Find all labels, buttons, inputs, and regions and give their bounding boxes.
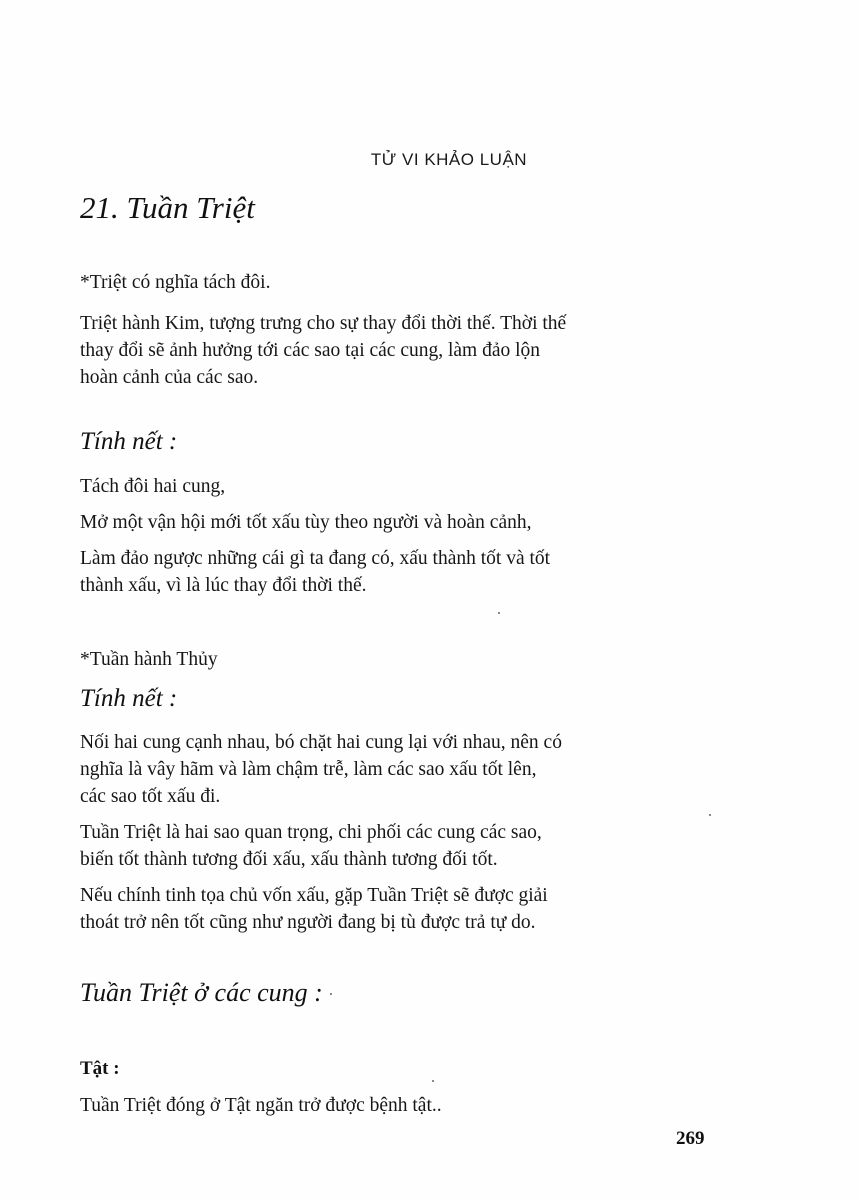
chapter-title: 21. Tuần Triệt <box>80 190 255 225</box>
text-line: Mở một vận hội mới tốt xấu tùy theo người và hoàn cảnh, <box>80 512 532 533</box>
tuan-intro: *Tuần hành Thủy <box>80 649 218 670</box>
triet-intro: *Triệt có nghĩa tách đôi. <box>80 272 271 293</box>
scan-speck <box>709 814 711 816</box>
scan-speck <box>498 612 500 614</box>
tat-text: Tuần Triệt đóng ở Tật ngăn trở được bệnh tật.. <box>80 1095 442 1116</box>
text-line: biến tốt thành tương đối xấu, xấu thành tương đối tốt. <box>80 849 498 870</box>
running-header: TỬ VI KHẢO LUẬN <box>370 150 528 169</box>
text-line: thoát trở nên tốt cũng như người đang bị tù được trả tự do. <box>80 912 536 933</box>
text-line: hoàn cảnh của các sao. <box>80 367 259 388</box>
page-number: 269 <box>676 1128 705 1149</box>
text-line: Tách đôi hai cung, <box>80 476 226 497</box>
scan-speck <box>432 1080 434 1082</box>
triet-tinh-net-heading: Tính nết : <box>80 428 178 455</box>
text-line: các sao tốt xấu đi. <box>80 786 221 807</box>
text-line: nghĩa là vây hãm và làm chậm trễ, làm các sao xấu tốt lên, <box>80 759 537 780</box>
text-line: Nếu chính tinh tọa chủ vốn xấu, gặp Tuần Triệt sẽ được giải <box>80 885 548 906</box>
text-line: Triệt hành Kim, tượng trưng cho sự thay đổi thời thế. Thời thế <box>80 313 567 334</box>
tat-label: Tật : <box>80 1058 120 1079</box>
text-line: Nối hai cung cạnh nhau, bó chặt hai cung lại với nhau, nên có <box>80 732 562 753</box>
cac-cung-heading: Tuần Triệt ở các cung : <box>80 978 323 1007</box>
text-line: Làm đảo ngược những cái gì ta đang có, xấu thành tốt và tốt <box>80 548 551 569</box>
tuan-tinh-net-heading: Tính nết : <box>80 685 178 712</box>
text-line: Tuần Triệt là hai sao quan trọng, chi phối các cung các sao, <box>80 822 542 843</box>
text-line: thay đổi sẽ ảnh hưởng tới các sao tại các cung, làm đảo lộn <box>80 340 541 361</box>
text-line: thành xấu, vì là lúc thay đổi thời thế. <box>80 575 367 596</box>
scan-speck <box>330 993 332 995</box>
